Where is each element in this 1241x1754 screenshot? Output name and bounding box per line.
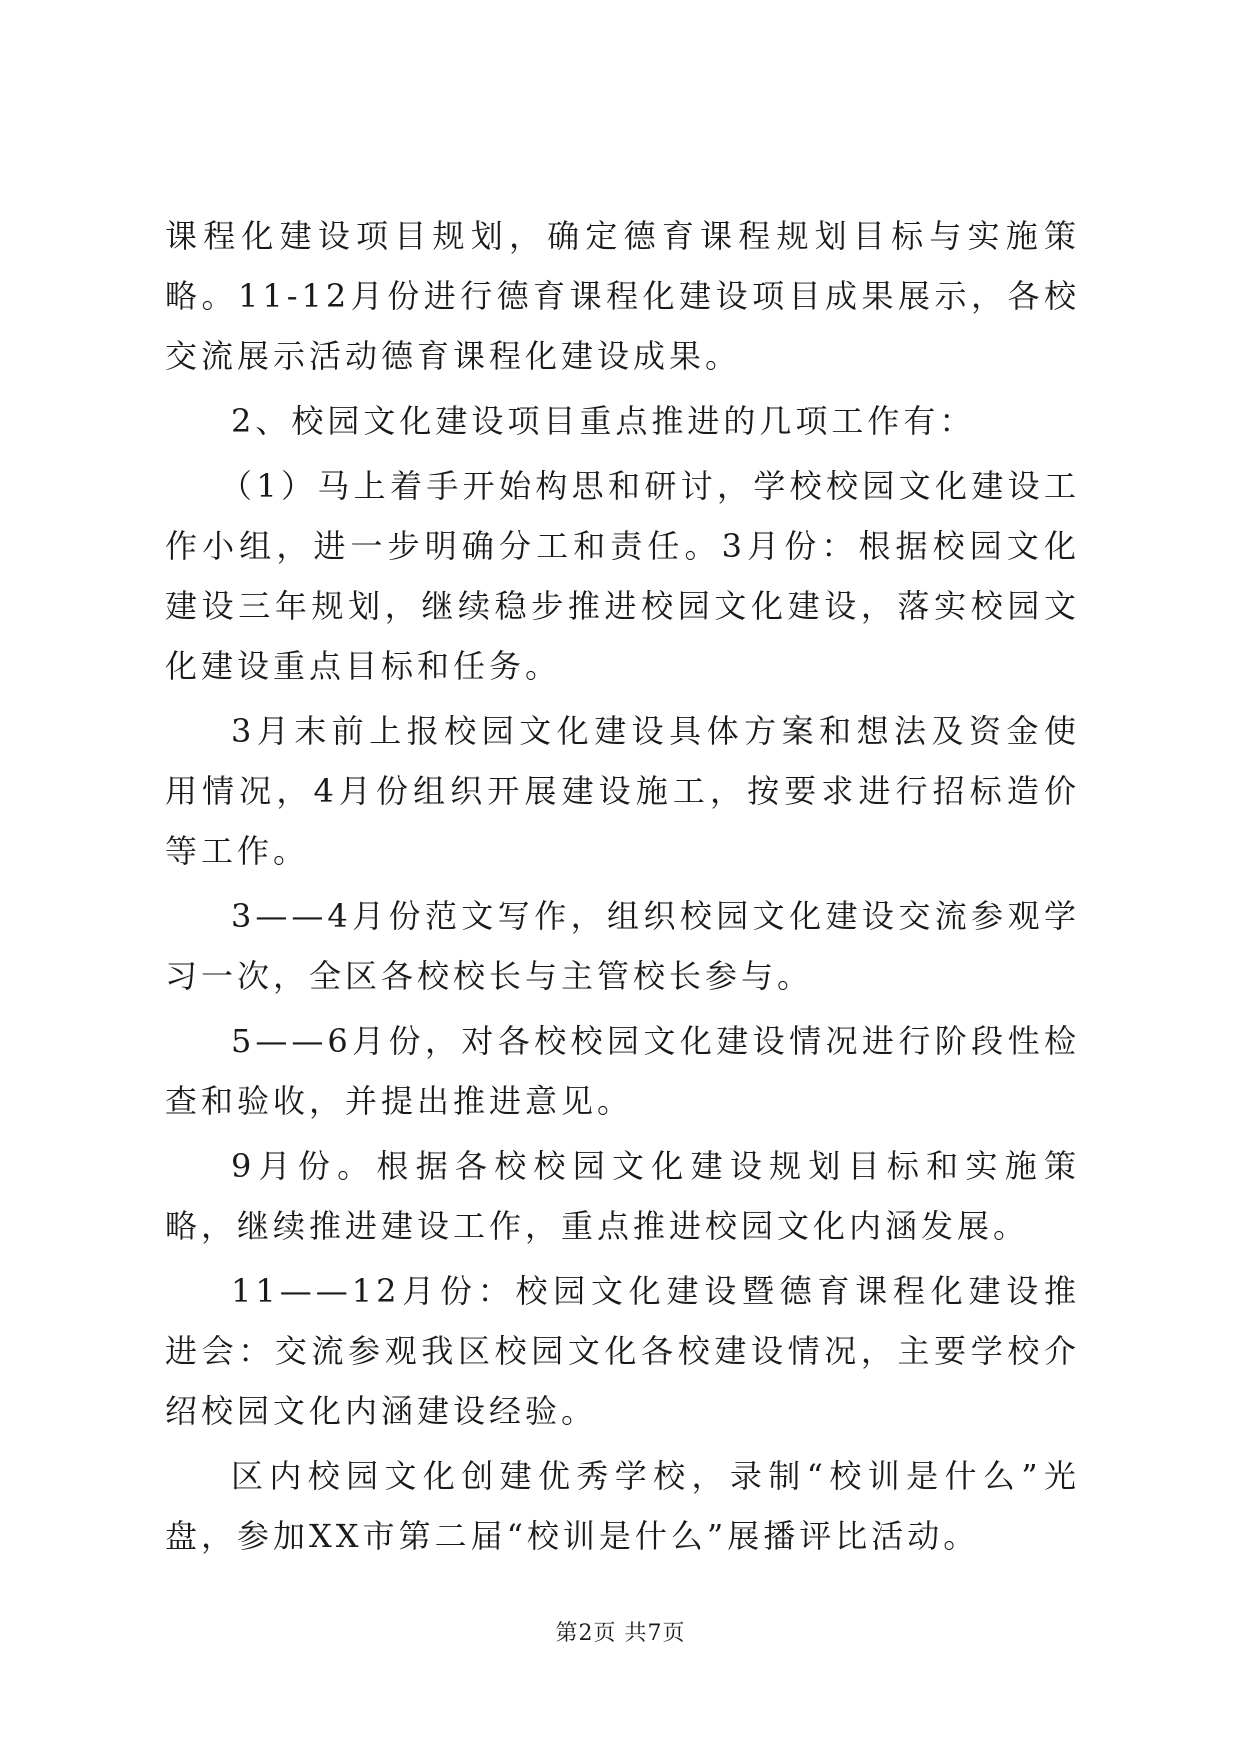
- paragraph-school-motto: 区内校园文化创建优秀学校，录制“校训是什么”光盘，参加XX市第二届“校训是什么”展播评比活动。: [165, 1457, 1080, 1555]
- paragraph-september: 9月份。根据各校校园文化建设规划目标和实施策略，继续推进建设工作，重点推进校园文化内涵发展。: [165, 1147, 1080, 1245]
- paragraph-may-june: 5——6月份，对各校校园文化建设情况进行阶段性检查和验收，并提出推进意见。: [165, 1022, 1080, 1120]
- paragraph-section-heading: 2、校园文化建设项目重点推进的几项工作有：: [231, 402, 976, 440]
- paragraph-continued: 课程化建设项目规划，确定德育课程规划目标与实施策略。11-12月份进行德育课程化建设项目成果展示，各校交流展示活动德育课程化建设成果。: [165, 217, 1080, 375]
- document-body: [165, 206, 1080, 1571]
- paragraph-item-1: （1）马上着手开始构思和研讨，学校校园文化建设工作小组，进一步明确分工和责任。3月份：根据校园文化建设三年规划，继续稳步推进校园文化建设，落实校园文化建设重点目标和任务。: [165, 467, 1080, 685]
- paragraph-november-december: 11——12月份：校园文化建设暨德育课程化建设推进会：交流参观我区校园文化各校建设情况，主要学校介绍校园文化内涵建设经验。: [165, 1272, 1080, 1430]
- page-number: 第2页 共7页: [555, 1621, 686, 1646]
- paragraph-march: 3月末前上报校园文化建设具体方案和想法及资金使用情况，4月份组织开展建设施工，按要求进行招标造价等工作。: [165, 712, 1080, 870]
- paragraph-march-april: 3——4月份范文写作，组织校园文化建设交流参观学习一次，全区各校校长与主管校长参与。: [165, 897, 1080, 995]
